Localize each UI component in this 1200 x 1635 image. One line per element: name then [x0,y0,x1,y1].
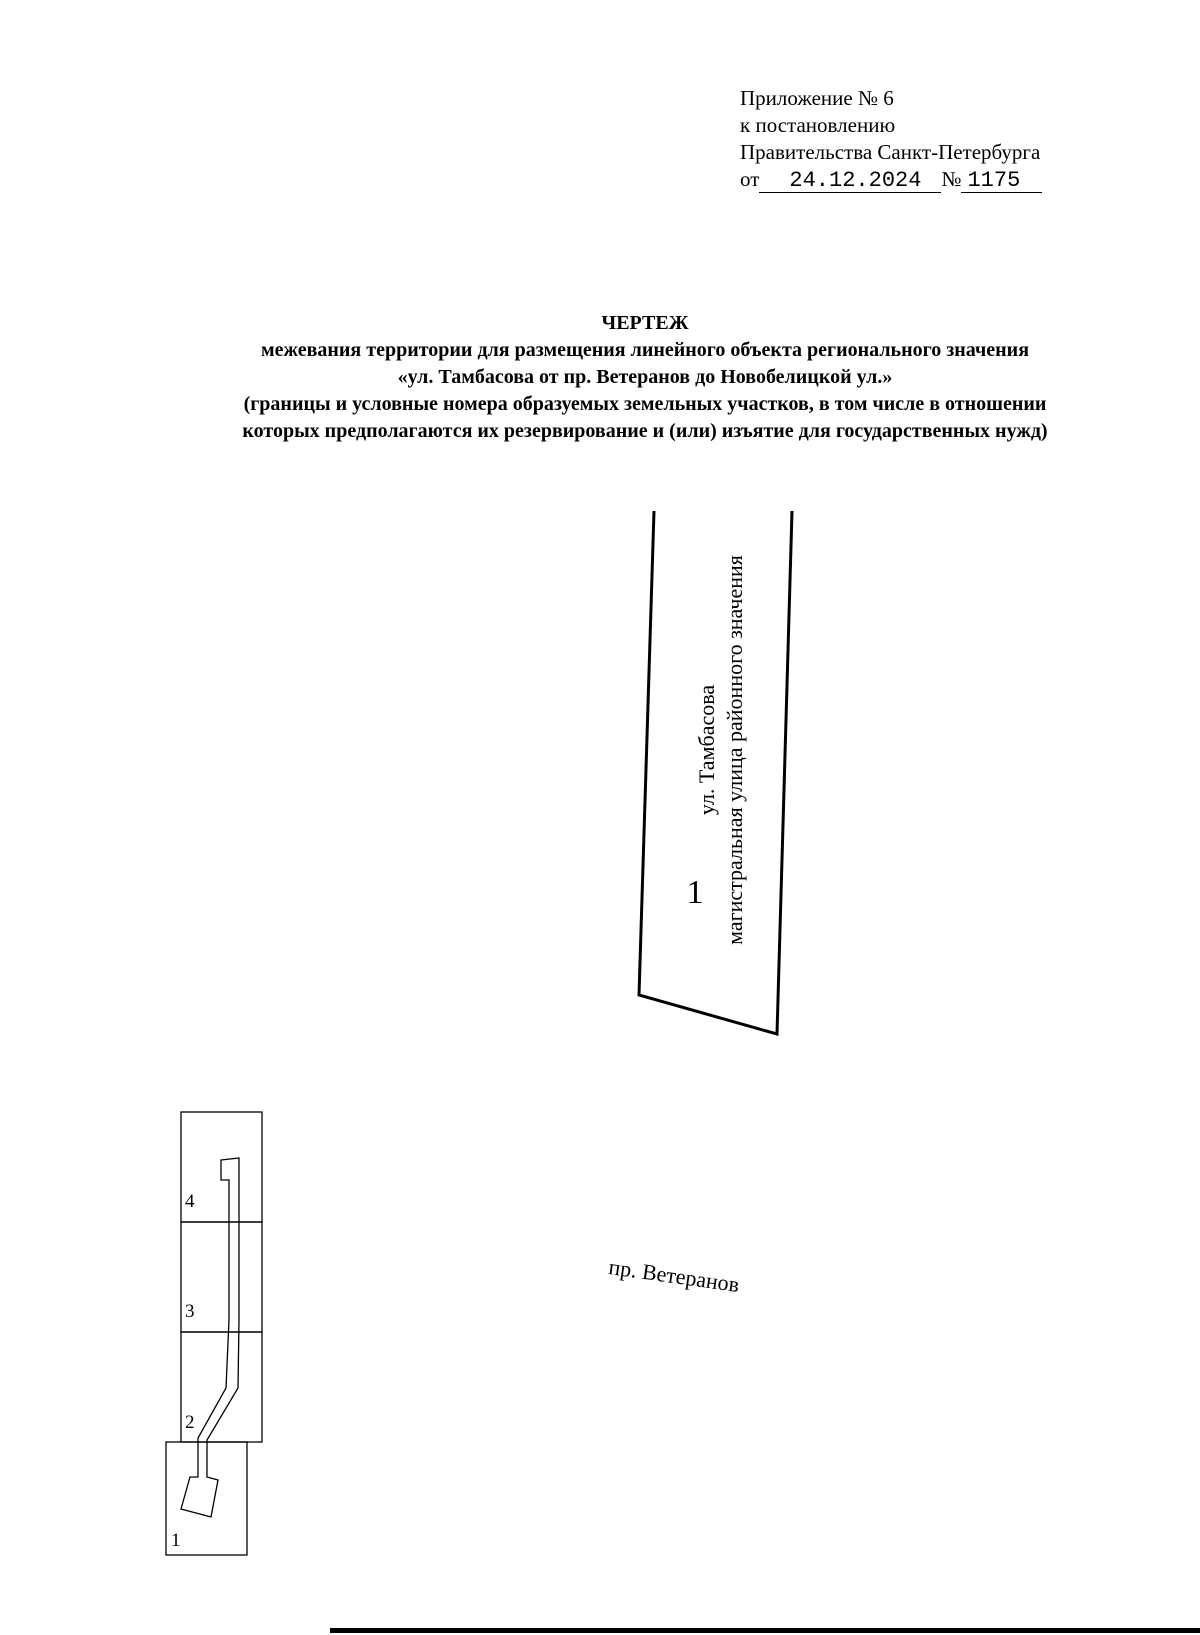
title-line-3: «ул. Тамбасова от пр. Ветеранов до Новобелицкой ул.» [397,366,893,388]
number-label: № [941,167,962,191]
title-line-4: (границы и условные номера образуемых земельных участков, в том числе в отношении [243,393,1047,415]
page-bottom-edge [330,1628,1200,1633]
appendix-line-3: Правительства Санкт-Петербурга [740,140,1041,164]
sheet-label-2: 2 [185,1412,195,1433]
sheet-label-4: 4 [185,1191,195,1212]
title-line-5: которых предполагаются их резервирование и (или) изъятие для государственных нужд) [242,420,1048,442]
sheet-label-3: 3 [185,1301,195,1322]
sheet-label-1: 1 [171,1530,181,1551]
from-label: от [740,167,760,191]
appendix-line-2: к постановлению [740,113,896,137]
title-line-2: межевания территории для размещения линейного объекта регионального значения [260,339,1030,361]
document-date: 24.12.2024 [759,170,941,193]
sheet-index-map [166,1112,262,1555]
street-type-label: магистральная улица районного значения [722,555,747,945]
cross-street-label: пр. Ветеранов [607,1254,741,1298]
appendix-line-1: Приложение № 6 [740,86,894,110]
parcel-number: 1 [686,874,704,911]
street-name-label: ул. Тамбасова [694,684,719,816]
title-line-1: ЧЕРТЕЖ [601,312,689,334]
document-number: 1175 [961,170,1042,193]
